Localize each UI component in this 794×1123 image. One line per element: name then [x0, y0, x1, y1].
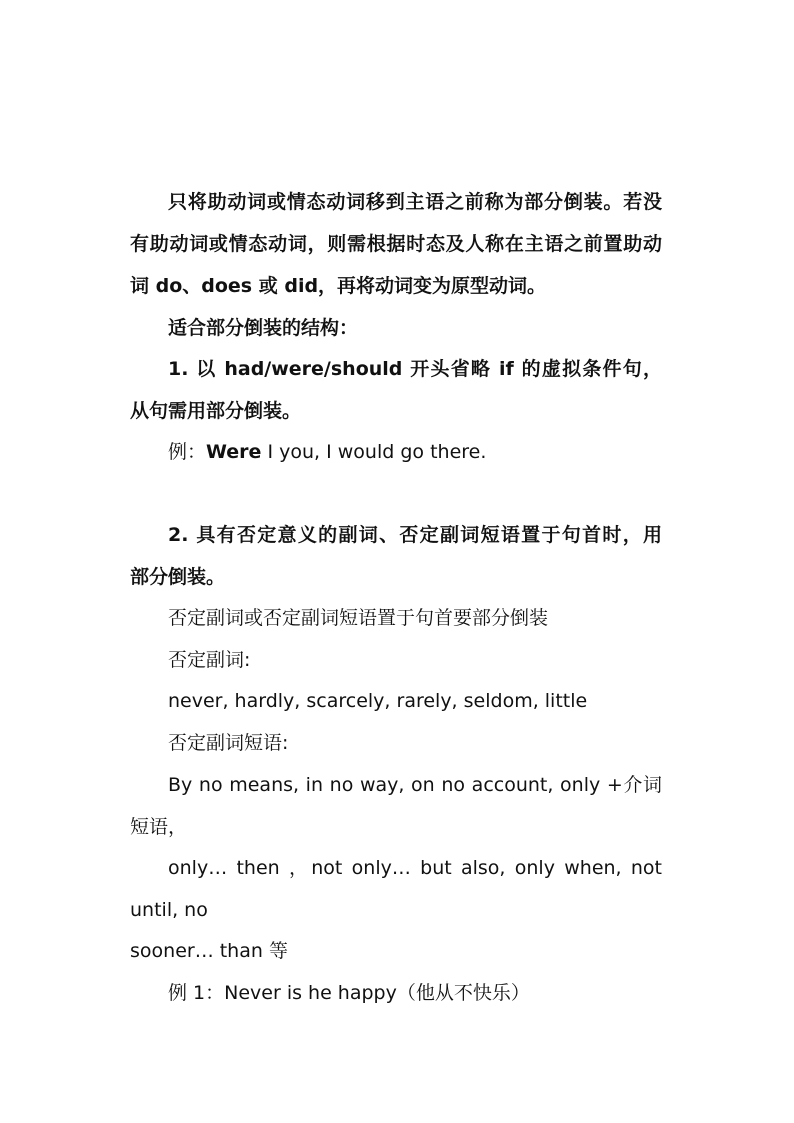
neg-phrases-line3: only… then ，not only… but also, only when, not: [168, 857, 662, 879]
example-prefix: 例：: [168, 441, 207, 463]
item2-line1: 2. 具有否定意义的副词、否定副词短语置于句首时，用: [168, 524, 662, 546]
neg-adverbs-label: 否定副词:: [168, 649, 251, 671]
example-1: 例 1：Never is he happy（他从不快乐）: [168, 982, 530, 1004]
neg-phrases-line5: sooner… than 等: [130, 940, 288, 962]
item2-line2: 部分倒装。: [130, 566, 226, 588]
neg-phrases-line1: By no means, in no way, on no account, only +介词: [168, 774, 662, 796]
neg-phrases-label: 否定副词短语:: [168, 732, 289, 754]
example-rest: I you, I would go there.: [261, 441, 487, 463]
item1-line1: 1. 以 had/were/should 开头省略 if 的虚拟条件句，: [168, 358, 662, 380]
para1-line3: 词 do、does 或 did，再将动词变为原型动词。: [130, 275, 547, 297]
example-bold-word: Were: [206, 441, 262, 463]
item1-example: [168, 440, 486, 464]
para1-line2: 有助动词或情态动词，则需根据时态及人称在主语之前置助动: [130, 233, 662, 255]
neg-phrases-line2: 短语，: [130, 816, 188, 838]
para1-line1: 只将助动词或情态动词移到主语之前称为部分倒装。若没: [168, 191, 662, 213]
structures-heading: 适合部分倒装的结构：: [168, 317, 359, 339]
neg-phrases-line4: until, no: [130, 899, 208, 921]
item1-line2: 从句需用部分倒装。: [130, 400, 302, 422]
negation-intro: 否定副词或否定副词短语置于句首要部分倒装: [168, 607, 549, 629]
neg-adverbs-list: never, hardly, scarcely, rarely, seldom, little: [168, 690, 588, 712]
